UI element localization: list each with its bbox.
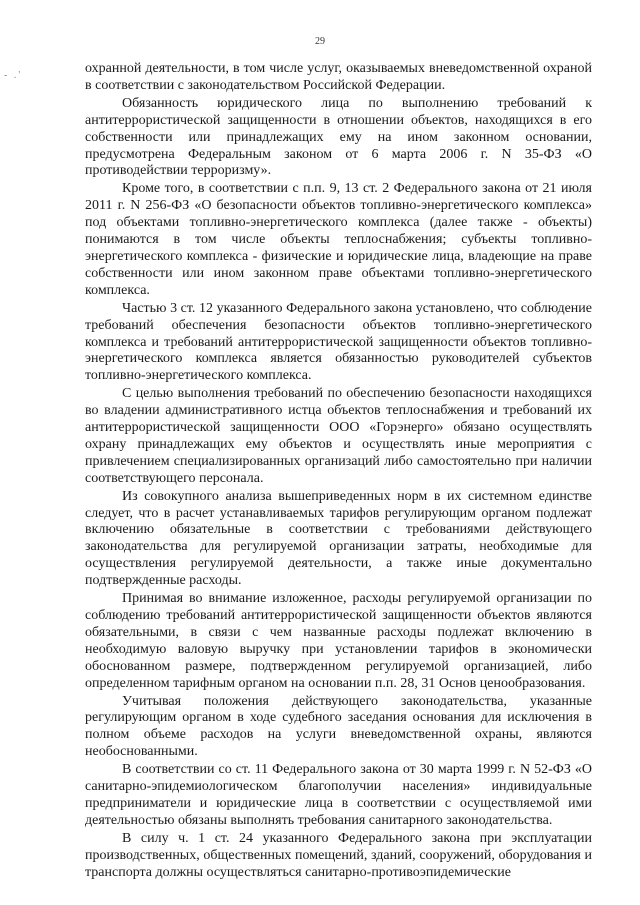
- margin-scan-mark: - .': [4, 70, 23, 81]
- paragraph-expenses-mandatory: Принимая во внимание изложенное, расходы регулируемой организации по соблюдению требований антитеррористической защищенности объектов являются обязательными, в связи с чем названные расходы подлежат включению в необходимую валовую выручку при установлении тарифов в экономически обоснованном размере, подтвержденном регулируемой организацией, либо определенном тарифным органом на основании п.п. 28, 31 Основ ценообразования.: [85, 591, 592, 691]
- paragraph-continuation: охранной деятельности, в том числе услуг, оказываемых вневедомственной охраной в соответствии с законодательством Российской Федерации.: [85, 61, 592, 93]
- paragraph-sanitary-law: В соответствии со ст. 11 Федерального закона от 30 марта 1999 г. N 52-ФЗ «О санитарно-эпидемиологическом благополучии населения» индивидуальные предприниматели и юридические лица в соответствии с осуществляемой ими деятельностью обязаны выполнять требования санитарного законодательства.: [85, 762, 592, 828]
- paragraph-security-purpose: С целью выполнения требований по обеспечению безопасности находящихся во владении административного истца объектов теплоснабжения и требований их антитеррористической защищенности ООО «Горэнерго» обязано осуществлять охрану принадлежащих ему объектов и осуществлять иные мероприятия с привлечением специализированных организаций либо самостоятельно при наличии соответствующего персонала.: [85, 386, 592, 486]
- page-number: 29: [315, 36, 325, 47]
- paragraph-article-24: В силу ч. 1 ст. 24 указанного Федерального закона при эксплуатации производственных, общественных помещений, зданий, сооружений, оборудования и транспорта должны осуществляться санитарно-противоэпидемические: [85, 830, 592, 880]
- document-body: [85, 61, 592, 882]
- paragraph-antiterror-obligation: Обязанность юридического лица по выполнению требований к антитеррористической защищенности в отношении объектов, находящихся в его собственности или принадлежащих ему на ином законном основании, предусмотрена Федеральным законом от 6 марта 2006 г. N 35-ФЗ «О противодействии терроризму».: [85, 95, 592, 179]
- paragraph-tariff-analysis: Из совокупного анализа вышеприведенных норм в их системном единстве следует, что в расчет устанавливаемых тарифов регулирующим органом подлежат включению обязательные в соответствии с требованиями действующего законодательства для регулируемой организации затраты, необходимые для осуществления регулируемой деятельности, а также иные документально подтвержденные расходы.: [85, 488, 592, 589]
- paragraph-article-12: Частью 3 ст. 12 указанного Федерального закона установлено, что соблюдение требований обеспечения безопасности объектов топливно-энергетического комплекса и требований антитеррористической защищенности объектов топливно-энергетического комплекса является обязанностью руководителей субъектов топливно-энергетического комплекса.: [85, 300, 592, 384]
- paragraph-fec-definitions: Кроме того, в соответствии с п.п. 9, 13 ст. 2 Федерального закона от 21 июля 2011 г. N 256-ФЗ «О безопасности объектов топливно-энергетического комплекса» под объектами топливно-энергетического комплекса (далее также - объекты) понимаются в том числе объекты теплоснабжения; субъекты топливно-энергетического комплекса - физические и юридические лица, владеющие на праве собственности или ином законном праве объектами топливно-энергетического комплекса.: [85, 181, 592, 298]
- paragraph-exclusion-unfounded: Учитывая положения действующего законодательства, указанные регулирующим органом в ходе судебного заседания основания для исключения в полном объеме расходов на услуги вневедомственной охраны, являются необоснованными.: [85, 693, 592, 760]
